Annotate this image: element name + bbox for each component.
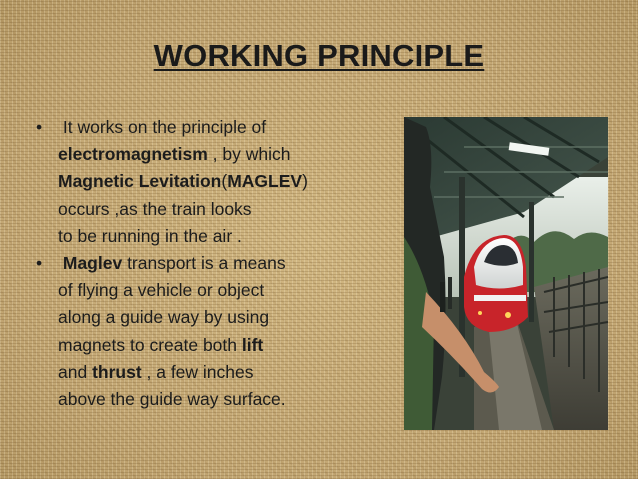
bullet-item xyxy=(36,114,396,250)
text-segment: ( xyxy=(221,171,228,192)
bullet-marker: • xyxy=(36,117,43,137)
bold-text: thrust xyxy=(92,361,142,382)
text-segment: transport is a means xyxy=(122,253,286,274)
bold-text: lift xyxy=(241,334,264,355)
bold-text: electromagnetism xyxy=(58,144,208,165)
bullet-line xyxy=(58,250,396,277)
bold-text: MAGLEV xyxy=(227,171,303,192)
text-segment: to be running in the air . xyxy=(58,225,242,246)
text-segment: , a few inches xyxy=(141,361,254,382)
bullet-line xyxy=(58,141,396,168)
bullet-line xyxy=(58,359,396,386)
text-segment: along a guide way by using xyxy=(58,307,270,328)
bullet-line xyxy=(58,196,396,223)
bold-text: Maglev xyxy=(58,253,123,274)
bullet-marker: • xyxy=(36,253,43,274)
bullet-list xyxy=(36,114,396,413)
text-segment: and xyxy=(58,361,93,382)
text-segment: magnets to create both xyxy=(58,334,242,355)
text-segment: occurs ,as the train looks xyxy=(58,198,252,219)
text-segment: of flying a vehicle or object xyxy=(58,280,265,301)
bullet-line xyxy=(58,332,396,359)
text-segment: , by which xyxy=(207,144,291,165)
text-segment: It works on the principle of xyxy=(58,117,267,137)
maglev-train-photo xyxy=(404,117,608,430)
bullet-line xyxy=(58,168,396,195)
slide-title: WORKING PRINCIPLE xyxy=(153,38,485,73)
bullet-line xyxy=(58,223,396,250)
bullet-item xyxy=(36,250,396,413)
bold-text: Magnetic Levitation xyxy=(58,171,222,192)
bullet-line xyxy=(58,304,396,331)
bullet-line xyxy=(58,277,396,304)
text-segment: ) xyxy=(302,171,308,192)
bullet-line xyxy=(58,386,396,413)
bullet-line xyxy=(58,114,396,141)
text-segment: above the guide way surface. xyxy=(58,389,286,410)
